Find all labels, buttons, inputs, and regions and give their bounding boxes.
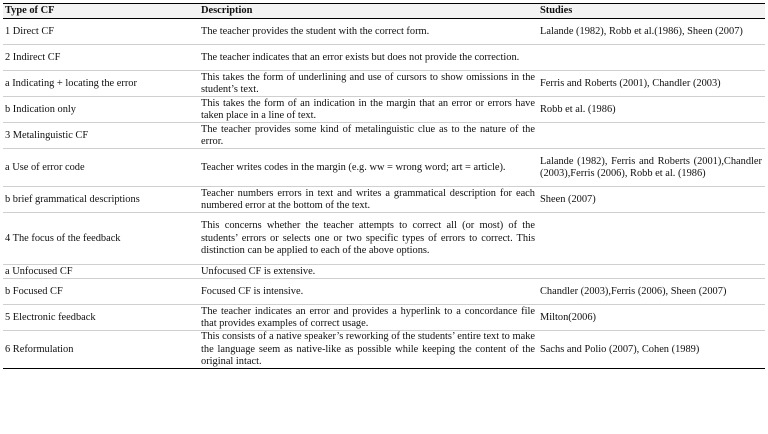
cell-studies: Sheen (2007)	[538, 187, 765, 213]
cell-studies: Robb et al. (1986)	[538, 97, 765, 123]
cell-description: This takes the form of an indication in the margin that an error or errors have taken place in a line of text.	[199, 97, 538, 123]
cell-type: a Indicating + locating the error	[3, 71, 199, 97]
table-row	[3, 149, 765, 187]
table-row	[3, 45, 765, 71]
cell-type: a Use of error code	[3, 149, 199, 187]
cell-description: This consists of a native speaker’s reworking of the students’ entire text to make the language seem as native-like as possible while keeping the content of the original intact.	[199, 331, 538, 369]
table-row	[3, 97, 765, 123]
cell-studies: Chandler (2003),Ferris (2006), Sheen (2007)	[538, 279, 765, 305]
header-description: Description	[199, 4, 538, 19]
header-studies: Studies	[538, 4, 765, 19]
cell-description: Focused CF is intensive.	[199, 279, 538, 305]
cell-studies: Lalande (1982), Ferris and Roberts (2001),Chandler (2003),Ferris (2006), Robb et al. (1986)	[538, 149, 765, 187]
cell-description: The teacher indicates an error and provides a hyperlink to a concordance file that provides examples of correct usage.	[199, 305, 538, 331]
cell-studies	[538, 45, 765, 71]
cell-type: 2 Indirect CF	[3, 45, 199, 71]
cell-studies: Lalande (1982), Robb et al.(1986), Sheen (2007)	[538, 19, 765, 45]
cell-studies: Ferris and Roberts (2001), Chandler (2003)	[538, 71, 765, 97]
cell-type: b Focused CF	[3, 279, 199, 305]
cell-type: b brief grammatical descriptions	[3, 187, 199, 213]
table-row	[3, 331, 765, 369]
cell-description: The teacher provides the student with the correct form.	[199, 19, 538, 45]
table-row	[3, 279, 765, 305]
table-row	[3, 265, 765, 279]
header-type-of-cf: Type of CF	[3, 4, 199, 19]
table-row	[3, 71, 765, 97]
cell-type: b Indication only	[3, 97, 199, 123]
cell-type: 4 The focus of the feedback	[3, 213, 199, 265]
cell-studies	[538, 213, 765, 265]
cell-description: Unfocused CF is extensive.	[199, 265, 538, 279]
cell-studies: Sachs and Polio (2007), Cohen (1989)	[538, 331, 765, 369]
cell-type: 1 Direct CF	[3, 19, 199, 45]
cell-description: This takes the form of underlining and use of cursors to show omissions in the student’s text.	[199, 71, 538, 97]
cell-description: This concerns whether the teacher attempts to correct all (or most) of the students’ errors or selects one or two specific types of errors to correct. This distinction can be applied to each of the above options.	[199, 213, 538, 265]
cell-type: a Unfocused CF	[3, 265, 199, 279]
cell-type: 5 Electronic feedback	[3, 305, 199, 331]
cf-types-table	[3, 3, 765, 369]
table-row	[3, 187, 765, 213]
cell-studies	[538, 123, 765, 149]
cell-type: 6 Reformulation	[3, 331, 199, 369]
table-row	[3, 213, 765, 265]
cell-studies	[538, 265, 765, 279]
cell-description: The teacher provides some kind of metalinguistic clue as to the nature of the error.	[199, 123, 538, 149]
cell-description: The teacher indicates that an error exists but does not provide the correction.	[199, 45, 538, 71]
cf-types-table-container	[3, 3, 765, 369]
table-header-row	[3, 4, 765, 19]
cell-description: Teacher writes codes in the margin (e.g. ww = wrong word; art = article).	[199, 149, 538, 187]
table-row	[3, 19, 765, 45]
cell-type: 3 Metalinguistic CF	[3, 123, 199, 149]
cell-studies: Milton(2006)	[538, 305, 765, 331]
cell-description: Teacher numbers errors in text and writes a grammatical description for each numbered error at the bottom of the text.	[199, 187, 538, 213]
table-row	[3, 305, 765, 331]
table-row	[3, 123, 765, 149]
